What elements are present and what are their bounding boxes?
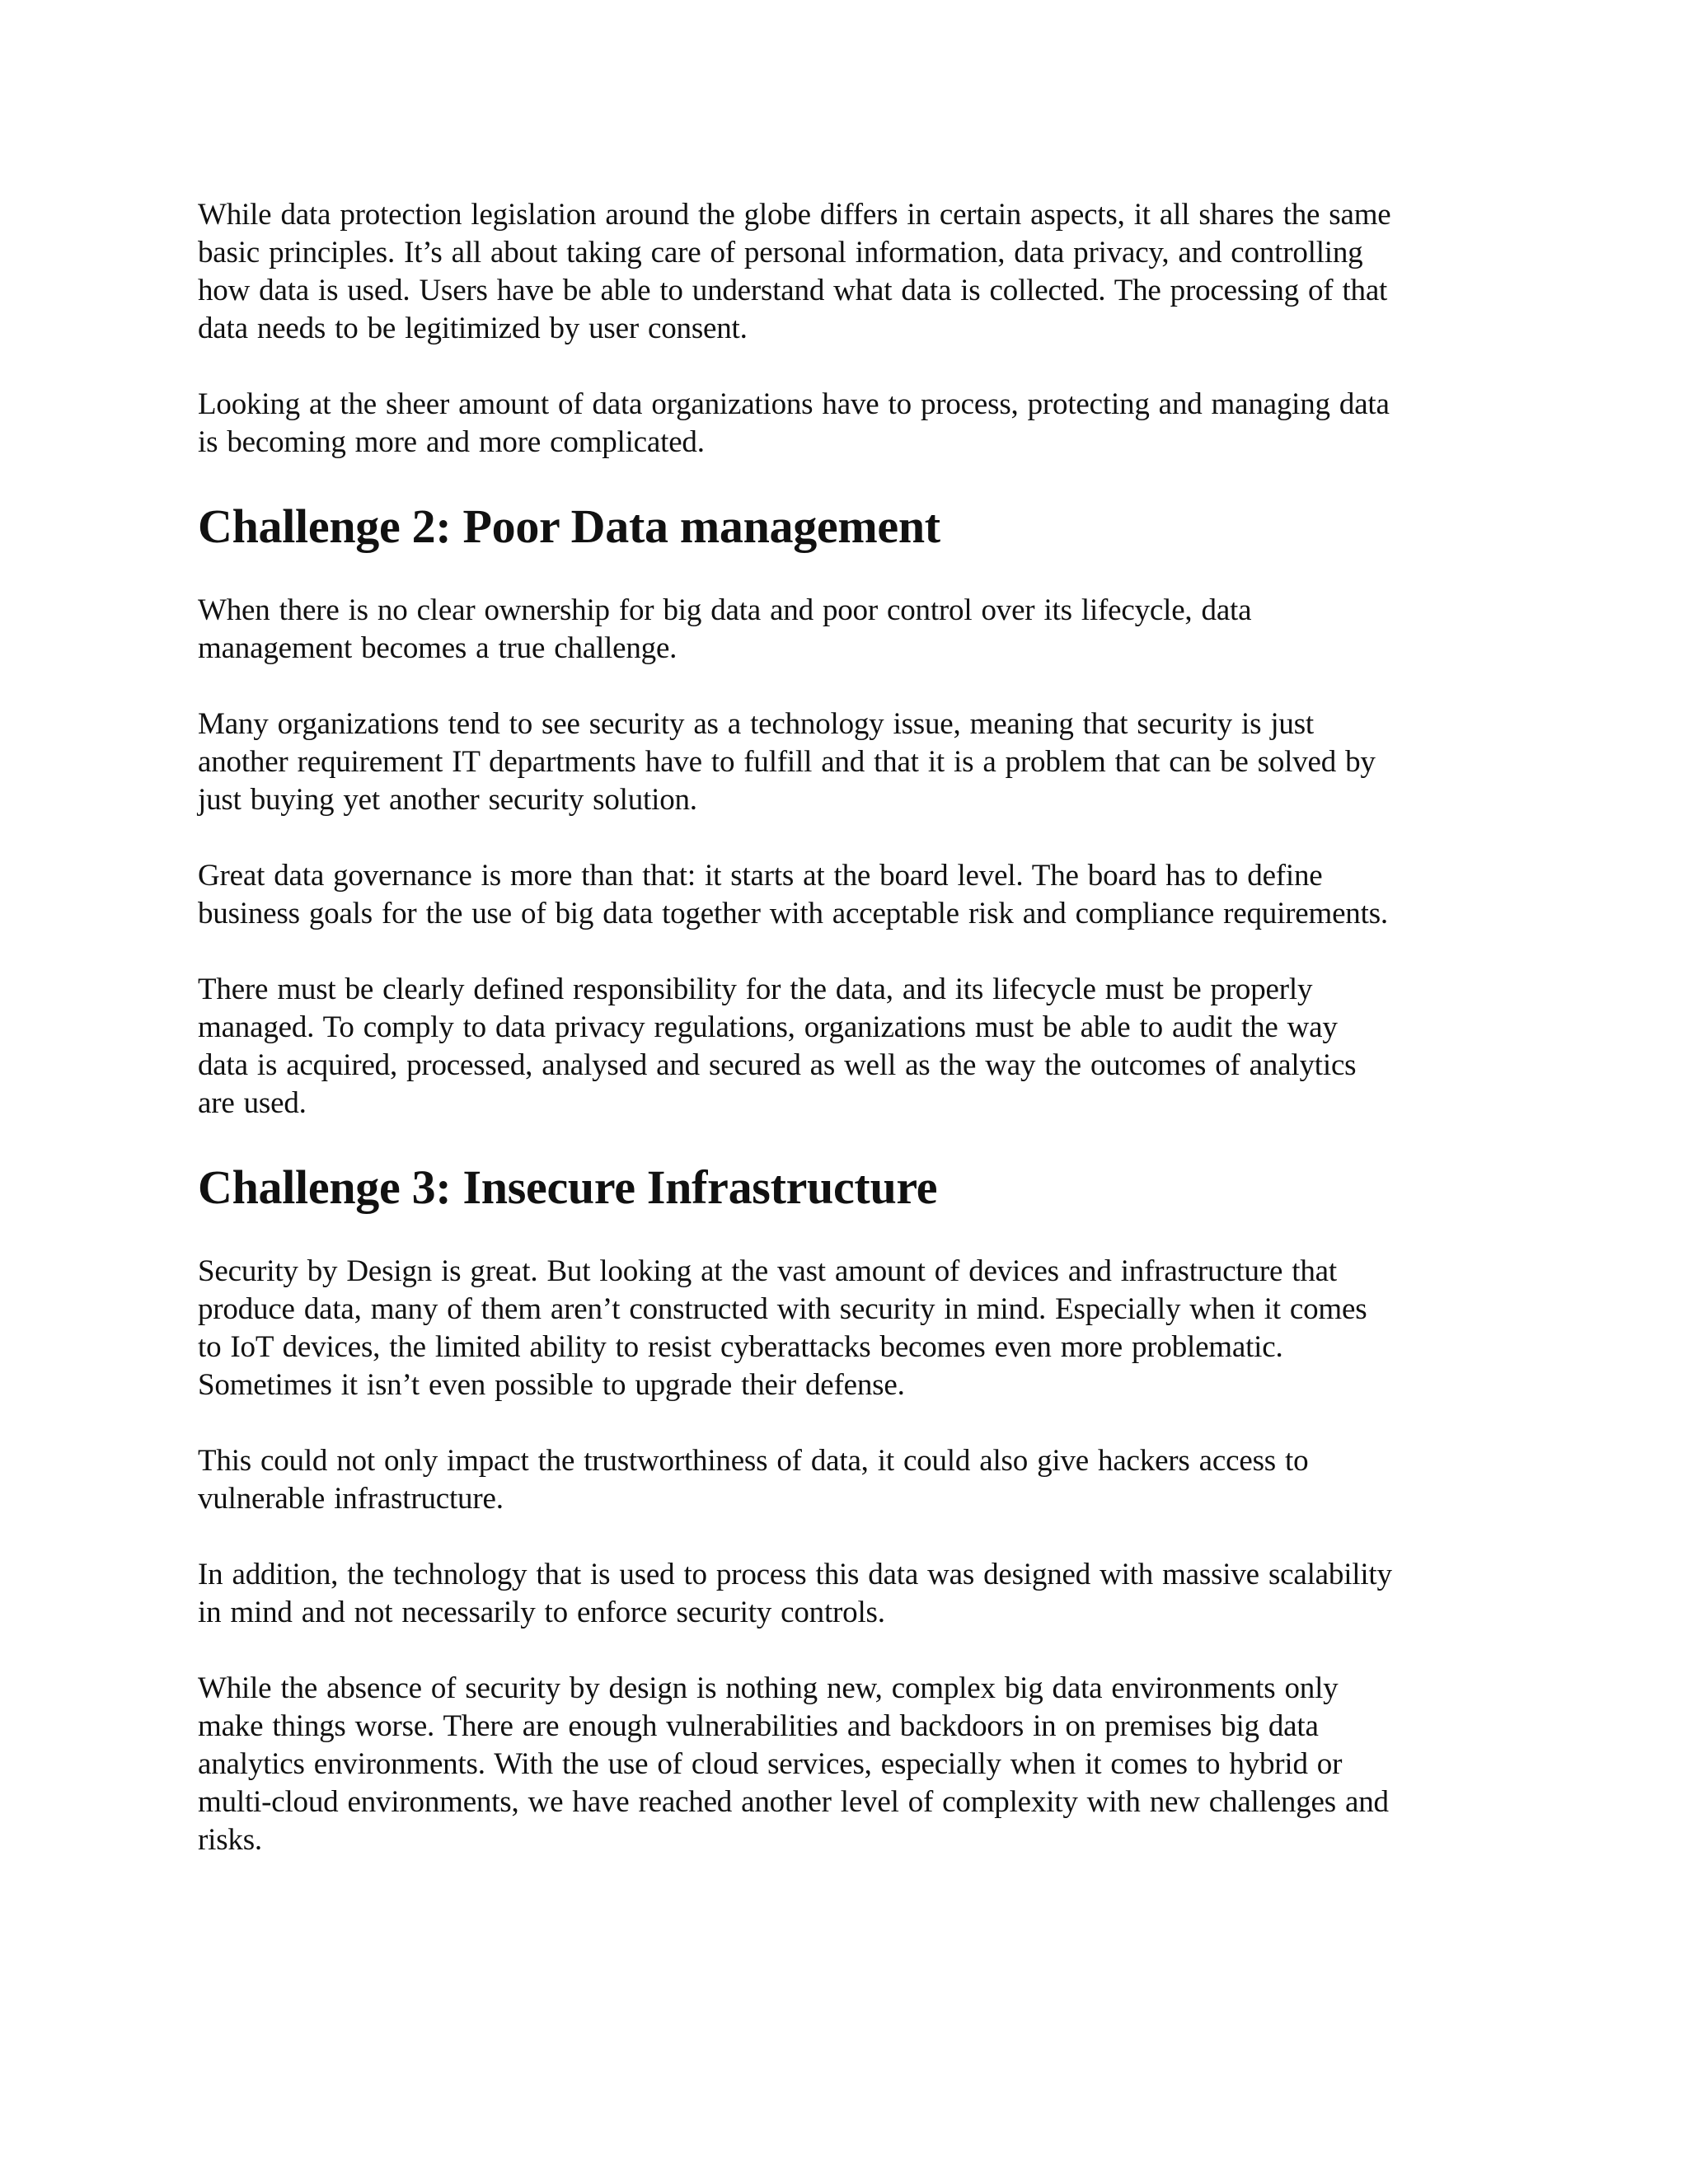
text-line: This could not only impact the trustworthiness of data, it could also give hackers access to: [198, 1444, 1309, 1478]
text-line: in mind and not necessarily to enforce security controls.: [198, 1596, 885, 1629]
text-line: just buying yet another security solution.: [198, 783, 697, 817]
text-line: risks.: [198, 1823, 262, 1857]
text-line: Looking at the sheer amount of data organizations have to process, protecting and managing data: [198, 387, 1390, 421]
challenge-3-paragraph-4: [198, 1670, 1484, 1859]
text-line: another requirement IT departments have to fulfill and that it is a problem that can be solved by: [198, 745, 1376, 779]
text-line: Many organizations tend to see security as a technology issue, meaning that security is just: [198, 707, 1314, 741]
text-line: Sometimes it isn’t even possible to upgrade their defense.: [198, 1368, 905, 1402]
challenge-3-paragraph-1: [198, 1253, 1484, 1404]
challenge-2-paragraph-2: [198, 705, 1484, 819]
text-line: While the absence of security by design is nothing new, complex big data environments only: [198, 1671, 1339, 1705]
text-line: data is acquired, processed, analysed and secured as well as the way the outcomes of analytics: [198, 1048, 1357, 1082]
text-line: to IoT devices, the limited ability to resist cyberattacks becomes even more problematic.: [198, 1330, 1283, 1364]
text-line: In addition, the technology that is used to process this data was designed with massive scalability: [198, 1558, 1392, 1591]
text-line: are used.: [198, 1086, 307, 1120]
challenge-3-paragraph-3: [198, 1556, 1484, 1632]
text-line: Great data governance is more than that: it starts at the board level. The board has to define: [198, 859, 1323, 893]
text-line: make things worse. There are enough vulnerabilities and backdoors in on premises big data: [198, 1709, 1319, 1743]
text-line: management becomes a true challenge.: [198, 631, 678, 665]
text-line: When there is no clear ownership for big data and poor control over its lifecycle, data: [198, 593, 1252, 627]
intro-paragraph-1: [198, 196, 1484, 348]
text-line: There must be clearly defined responsibility for the data, and its lifecycle must be properly: [198, 972, 1313, 1006]
challenge-2-heading: Challenge 2: Poor Data management: [198, 499, 940, 553]
text-line: is becoming more and more complicated.: [198, 425, 705, 459]
text-line: multi-cloud environments, we have reached another level of complexity with new challenges and: [198, 1785, 1389, 1819]
challenge-2-paragraph-4: [198, 971, 1484, 1122]
document-body: [198, 196, 1484, 1859]
text-line: analytics environments. With the use of cloud services, especially when it comes to hybrid or: [198, 1747, 1343, 1781]
challenge-2-paragraph-3: [198, 857, 1484, 933]
challenge-2-paragraph-1: [198, 592, 1484, 668]
text-line: basic principles. It’s all about taking care of personal information, data privacy, and controlling: [198, 236, 1363, 269]
challenge-3-heading: Challenge 3: Insecure Infrastructure: [198, 1160, 938, 1214]
text-line: Security by Design is great. But looking at the vast amount of devices and infrastructure that: [198, 1254, 1337, 1288]
text-line: how data is used. Users have be able to understand what data is collected. The processing of that: [198, 274, 1388, 307]
text-line: produce data, many of them aren’t constructed with security in mind. Especially when it comes: [198, 1292, 1367, 1326]
text-line: data needs to be legitimized by user consent.: [198, 312, 748, 345]
text-line: managed. To comply to data privacy regulations, organizations must be able to audit the way: [198, 1010, 1338, 1044]
challenge-3-paragraph-2: [198, 1442, 1484, 1518]
text-line: While data protection legislation around the globe differs in certain aspects, it all shares the same: [198, 198, 1391, 232]
text-line: vulnerable infrastructure.: [198, 1482, 504, 1516]
text-line: business goals for the use of big data together with acceptable risk and compliance requirements.: [198, 897, 1388, 930]
intro-paragraph-2: [198, 386, 1484, 462]
